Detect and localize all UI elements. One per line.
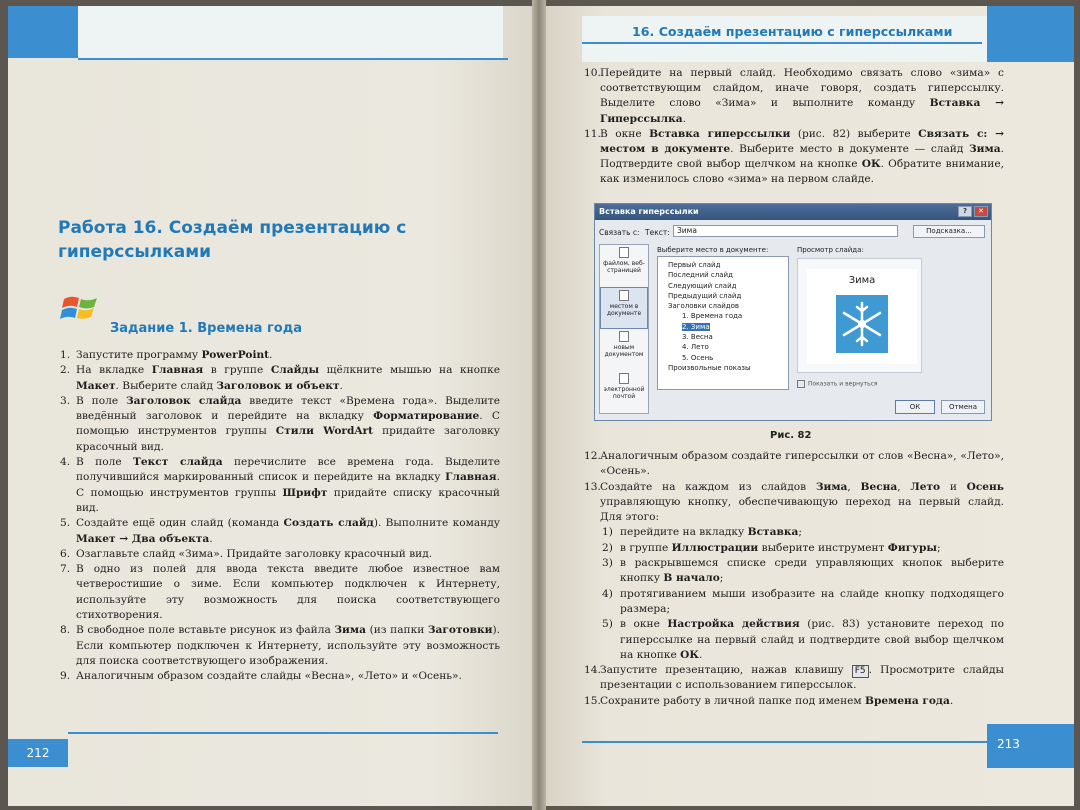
footer-rule [582,741,987,743]
task-step [60,363,500,394]
step-text: В одно из полей для ввода текста введите любое известное вам четверостишие о зиме. Если компьютер подключен к Интернету, используйте эту возможность для поиска соответствующего стихотворения. [76,563,500,622]
ok-button[interactable]: ОК [895,400,935,414]
step-number: 1. [60,349,71,361]
header-bar [8,6,78,58]
email-icon [619,373,629,384]
dialog-title: Вставка гиперссылки [599,207,699,216]
step-text: Запустите программу PowerPoint. [76,349,273,361]
task-step [60,516,500,547]
step-number: 13. [584,480,601,493]
windows-logo-icon [60,291,102,323]
link-file-button[interactable]: файлом, веб-страницей [600,245,648,287]
snowflake-image [836,295,888,353]
header-strip [582,16,987,62]
step-text: Запустите презентацию, нажав клавишу F5 . Просмотрите слайды презентации с использованием гиперссылок. [600,664,1004,692]
step-text: Аналогичным образом создайте слайды «Весна», «Лето» и «Осень». [76,670,462,683]
tree-node[interactable]: Произвольные показы [668,363,751,372]
task-step [584,66,1004,127]
tree-node[interactable]: 1. Времена года [682,312,743,321]
task-step [60,669,500,684]
step-number: 6. [60,547,71,560]
step-number: 5. [60,517,71,530]
book-gutter [532,0,546,810]
step-text: в окне Настройка действия (рис. 83) установите переход по гиперссылке на первый слайд и подтвердите свой выбор щелчком на кнопке ОК. [620,618,1005,661]
task-step [60,547,500,562]
task-step [584,694,1004,709]
step-text: перейдите на вкладку Вставка; [620,526,802,539]
step-text: Создайте на каждом из слайдов Зима, Весна, Лето и Осень управляющую кнопку, обеспечивающую переход на первый слайд. Для этого: [600,480,1004,524]
step-text: В свободное поле вставьте рисунок из файла Зима (из папки Заготовки). Если компьютер подключен к Интернету, используйте эту возможность для поиска соответствующего изображения. [76,624,500,667]
tree-node[interactable]: 4. Лето [682,343,709,352]
preview-slide [807,269,917,364]
tree-node[interactable]: Предыдущий слайд [668,291,742,300]
sub-step [602,541,1004,556]
preview-slide-title: Зима [848,275,876,286]
step-text: в группе Иллюстрации выберите инструмент Фигуры; [620,541,941,554]
sub-step [602,587,1004,618]
left-task-list [60,348,500,685]
step-number: 7. [60,563,71,576]
preview-label: Просмотр слайда: [797,246,864,254]
header-bar [987,6,1074,62]
task-step [60,348,500,363]
step-number: 4. [60,456,71,469]
task-step [60,623,500,669]
step-text: Сохраните работу в личной папке под именем Времена года. [600,694,954,707]
tree-node[interactable]: 5. Осень [682,353,714,362]
task-title: Задание 1. Времена года [110,321,302,336]
slide-preview [797,258,922,373]
step-text: Перейдите на первый слайд. Необходимо связать слово «зима» с соответствующим слайдом, иначе говоря, создать гиперссылку. Выделите слово «Зима» и выполните команду Вставка → Гиперссылка. [600,67,1004,125]
right-page [542,6,1074,806]
step-number: 11. [584,127,601,140]
task-step [60,562,500,623]
step-text: На вкладке Главная в группе Слайды щёлкните мышью на кнопке Макет. Выберите слайд Заголовок и объект. [76,364,500,392]
text-label: Текст: [645,228,670,237]
step-text: Аналогичным образом создайте гиперссылки от слов «Весна», «Лето», «Осень». [600,450,1004,478]
task-step [584,480,1004,526]
document-icon [619,290,629,301]
step-text: Создайте ещё один слайд (команда Создать слайд). Выполните команду Макет → Два объекта. [76,517,500,545]
page-number: 213 [987,724,1074,768]
link-email-button[interactable]: электронной почтой [600,371,648,413]
sub-step [602,525,1004,540]
page-number: 212 [8,739,68,767]
task-step [584,663,1004,694]
sub-step [602,556,1004,587]
step-number: 15. [584,694,601,707]
footer-rule [68,732,498,734]
task-step [584,127,1004,188]
tree-node[interactable]: 3. Весна [682,333,713,342]
running-header: 16. Создаём презентацию с гиперссылками [632,24,953,39]
place-tree[interactable] [657,256,789,390]
link-place-button[interactable]: местом в документе [600,287,648,329]
hyperlink-dialog [594,203,992,421]
dialog-title-bar [595,204,991,220]
link-with-label: Связать с: [599,228,640,237]
step-number: 2) [602,541,613,554]
link-type-sidebar [599,244,649,414]
hint-button[interactable]: Подсказка... [913,225,985,238]
snowflake-icon [836,295,888,353]
step-text: Озаглавьте слайд «Зима». Придайте заголовку красочный вид. [76,547,433,560]
step-text: В поле Текст слайда перечислите все времена года. Выделите получившийся маркированный список и перейдите на вкладку Главная. С помощью инструментов группы Шрифт придайте списку красочный вид. [76,456,500,514]
step-text: В окне Вставка гиперссылки (рис. 82) выберите Связать с: → местом в документе. Выберите место в документе — слайд Зима. Подтвердите свой выбор щелчком на кнопке ОК. Обратите внимание, как изменилось слово «зима» на первом слайде. [600,127,1005,186]
step-number: 1) [602,526,613,539]
step-number: 5) [602,618,613,631]
step-text: в раскрывшемся списке среди управляющих кнопок выберите кнопку В начало; [620,557,1004,585]
step-number: 8. [60,624,71,637]
tree-node[interactable]: 2. Зима [682,322,710,331]
step-number: 3. [60,394,71,407]
task-step [60,394,500,455]
header-strip [78,6,503,58]
place-label: Выберите место в документе: [657,246,769,254]
step-number: 4) [602,587,613,600]
step-number: 9. [60,670,71,683]
tree-node[interactable]: Первый слайд [668,261,721,269]
tree-node[interactable]: Заголовки слайдов [668,302,740,311]
close-icon[interactable]: ✕ [974,206,988,217]
show-and-return-checkbox[interactable]: Показать и вернуться [797,380,878,388]
text-field[interactable]: Зима [673,225,898,237]
figure-caption: Рис. 82 [770,430,812,441]
step-text: протягиванием мыши изобразите на слайде кнопку подходящего размера; [620,587,1004,615]
task-step [584,449,1004,480]
work-title: Работа 16. Создаём презентацию с гиперссылками [58,218,407,262]
tree-node[interactable]: Последний слайд [668,271,733,280]
tree-node[interactable]: Следующий слайд [668,281,737,290]
right-task-list-bottom [584,449,1004,709]
step-number: 12. [584,450,601,462]
step-number: 14. [584,664,601,677]
header-rule [582,42,982,44]
sub-step [602,617,1004,663]
step-text: В поле Заголовок слайда введите текст «Времена года». Выделите введённый заголовок и перейдите на вкладку Форматирование. С помощью инструментов группы Стили WordArt придайте заголовку красочный вид. [76,394,500,453]
header-rule [78,58,508,60]
new-document-icon [619,331,629,342]
right-task-list-top [584,66,1004,188]
help-icon[interactable]: ? [958,206,972,217]
file-icon [619,247,629,258]
step-number: 3) [602,557,613,570]
step-number: 10. [584,67,601,79]
link-new-doc-button[interactable]: новым документом [600,329,648,371]
step-number: 2. [60,364,71,377]
cancel-button[interactable]: Отмена [941,400,985,414]
left-page [8,6,540,806]
task-step [60,455,500,516]
